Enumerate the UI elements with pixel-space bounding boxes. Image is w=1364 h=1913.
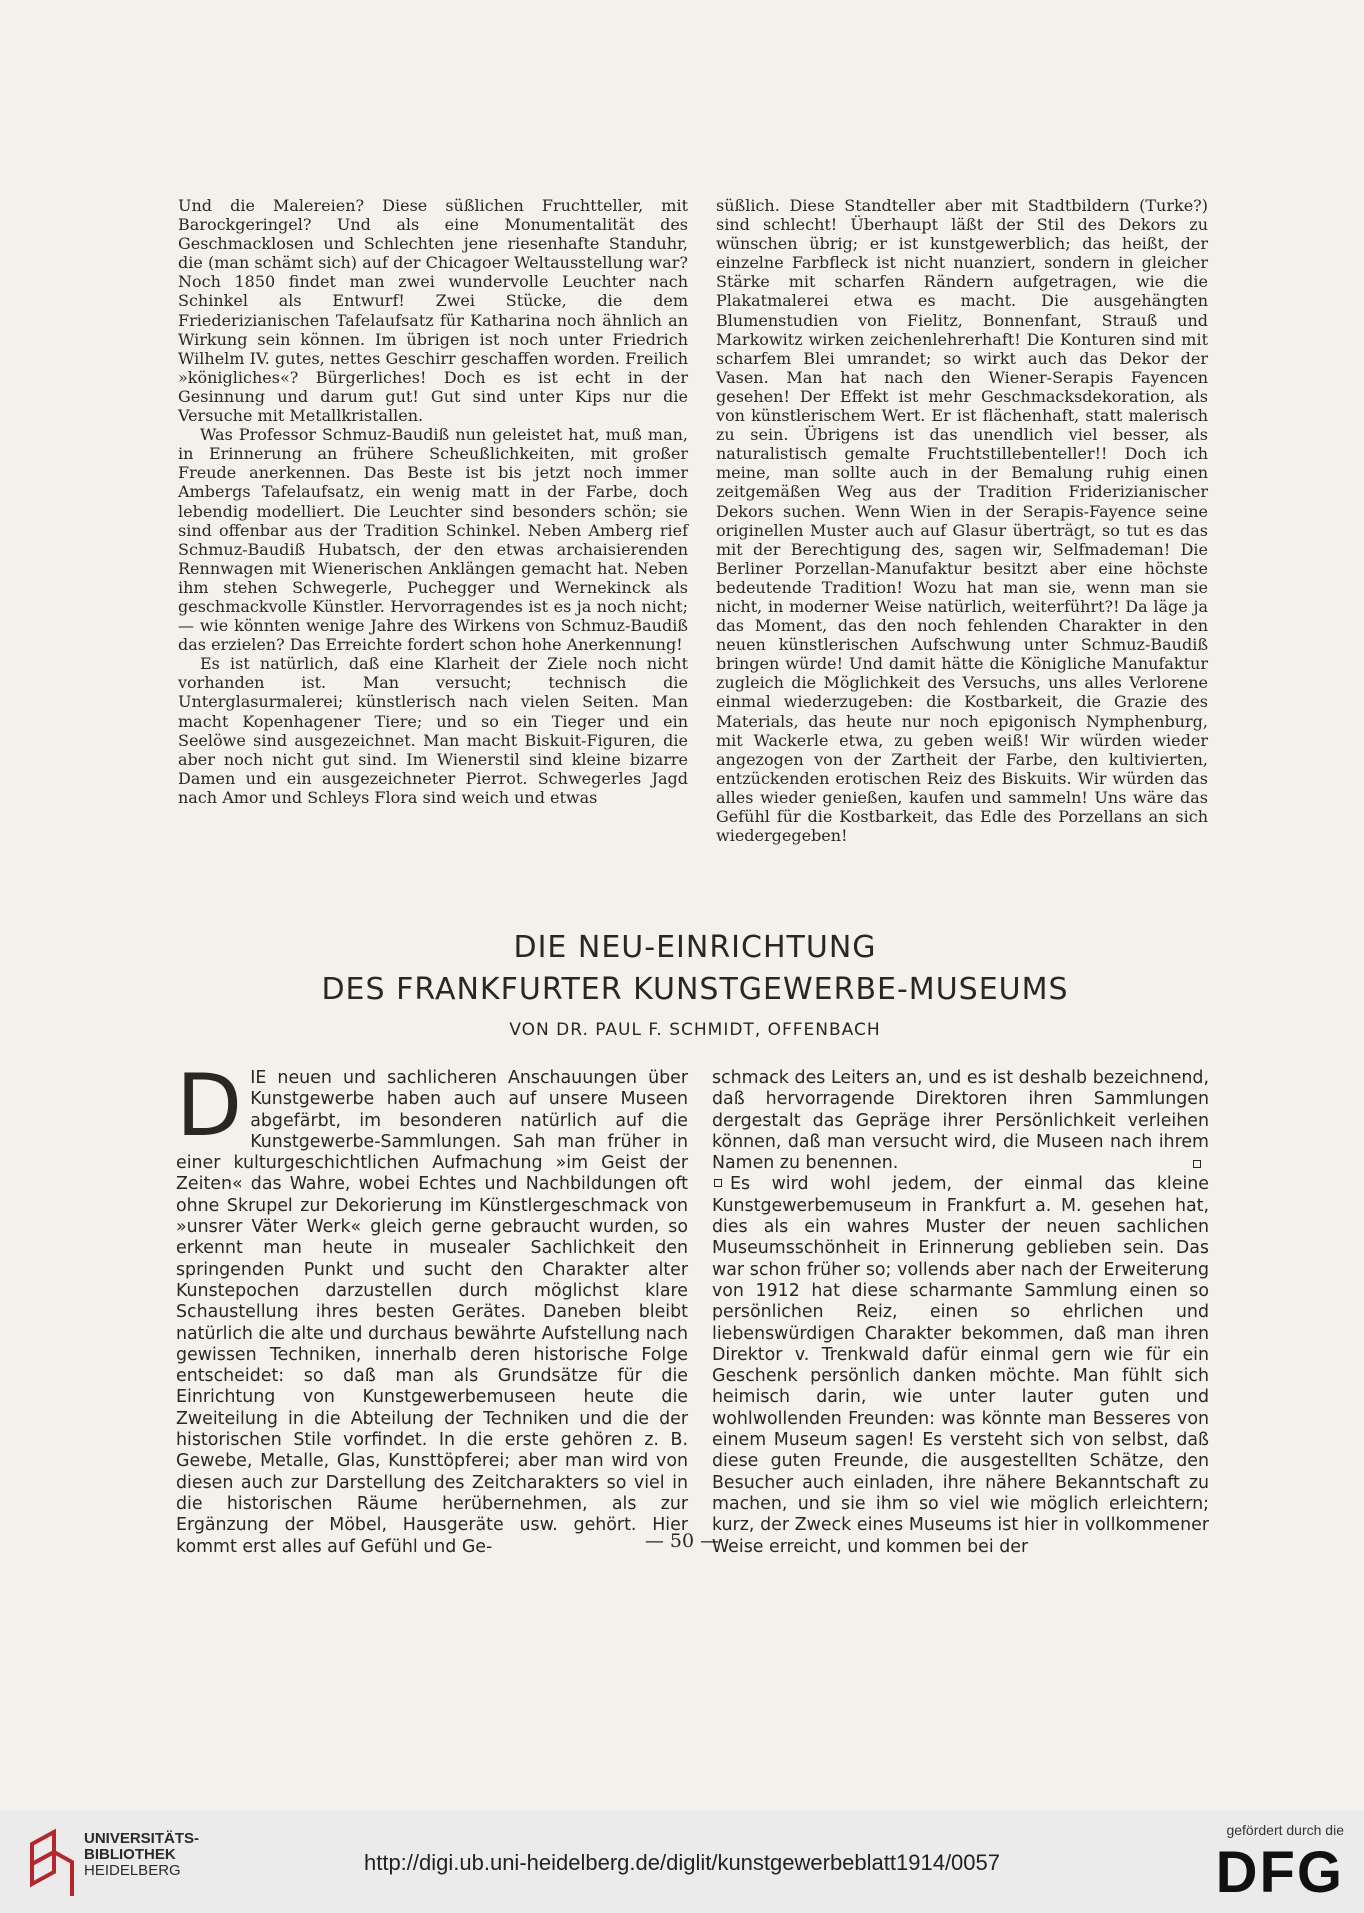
page-number: — 50 — xyxy=(644,1530,720,1552)
paragraph-end-square-icon xyxy=(1193,1160,1201,1168)
top-right-column xyxy=(716,196,1208,845)
paragraph: Es ist natürlich, daß eine Klarheit der Ziele noch nicht vorhanden ist. Man versucht; technisch die Unterglasurmalerei; künstlerisch nach vielen Seiten. Man macht Kopenhagener Tiere; und so ein Tieger und ein Seelöwe sind ausgezeichnet. Man macht Biskuit-Figuren, die aber noch nicht gut sind. Im Wienerstil sind kleine bizarre Damen und ein ausgezeichneter Pierrot. Schwegerles Jagd nach Amor und Schleys Flora sind weich und etwas xyxy=(178,654,688,807)
article-title-line-2: DES FRANKFURTER KUNSTGEWERBE-MUSEUMS xyxy=(321,972,1069,1007)
drop-cap: D xyxy=(176,1056,243,1156)
paragraph: Und die Malereien? Diese süßlichen Fruchtteller, mit Barockgeringel? Und als eine Monumentalität des Geschmacklosen und Schlechten jene riesenhafte Standuhr, die (man schämt sich) auf der Chicagoer Weltausstellung war? Noch 1850 findet man zwei wundervolle Leuchter nach Schinkel als Entwurf! Zwei Stücke, die dem Friederizianischen Tafelaufsatz für Katharina noch ähnlich an Wirkung sein können. Im übrigen ist noch unter Friedrich Wilhelm IV. gutes, nettes Geschirr geschaffen worden. Freilich »königliches«? Bürgerliches! Doch es ist echt in der Gesinnung und darum gut! Gut sind unter Kips nur die Versuche mit Metallkristallen. xyxy=(178,196,688,426)
funded-by-text: gefördert durch die xyxy=(1226,1822,1344,1838)
article-byline: VON DR. PAUL F. SCHMIDT, OFFENBACH xyxy=(509,1020,881,1040)
paragraph-text: schmack des Leiters an, und es ist deshalb bezeichnend, daß hervorragende Direktoren ihren Sammlungen dergestalt das Gepräge ihrer Persönlichkeit verleihen können, daß man versucht wird, die Museen nach ihrem Namen zu benennen. xyxy=(712,1068,1209,1174)
ub-line-1: UNIVERSITÄTS- xyxy=(84,1830,200,1847)
paragraph xyxy=(176,1056,688,1558)
paragraph-text: IE neuen und sachlicheren Anschauungen über Kunstgewerbe haben auch auf unsere Museen abgefärbt, im besonderen natürlich auf die Kunstgewerbe-Sammlungen. Sah man früher in einer kulturgeschichtlichen Aufmachung »im Geist der Zeiten« das Wahre, wobei Echtes und Nachbildungen oft ohne Skrupel zur Dekorierung im Künstlergeschmack von »unsrer Väter Werk« gleich gerne gebraucht wurden, so erkennt man heute in musealer Sachlichkeit den springenden Punkt und sucht den Charakter alter Kunstepochen darzustellen durch möglichst klare Schaustellung ihres besten Gerätes. Daneben bleibt natürlich die alte und durchaus bewährte Aufstellung nach gewissen Techniken, innerhalb deren historische Folge entscheidet: so daß man als Grundsätze für die Einrichtung von Kunstgewerbemuseen heute die Zweiteilung in die Abteilung der Techniken und die der historischen Stile vorfindet. In die erste gehören z. B. Gewebe, Metalle, Glas, Kunsttöpferei; aber man wird von diesen auch zur Darstellung des Zeitcharakters so viel in die historischen Räume herübernehmen, als zur Ergänzung der Möbel, Hausgeräte usw. gehört. Hier kommt erst alles auf Gefühl und Ge- xyxy=(176,1068,688,1557)
bottom-right-column xyxy=(712,1068,1209,1558)
ub-line-3: HEIDELBERG xyxy=(84,1862,181,1879)
dfg-logo[interactable]: DFG xyxy=(1215,1840,1344,1905)
top-left-column xyxy=(178,196,688,807)
paragraph: Was Professor Schmuz-Baudiß nun geleistet hat, muß man, in Erinnerung an frühere Scheußlichkeiten, mit großer Freude anerkennen. Das Beste ist bis jetzt noch immer Ambergs Tafelaufsatz, ein wenig matt in der Farbe, doch lebendig modelliert. Die Leuchter sind besonders schön; sie sind offenbar aus der Tradition Schinkel. Neben Amberg rief Schmuz-Baudiß Hubatsch, der den etwas archaisierenden Rennwagen mit Wienerischen Anklängen gemacht hat. Neben ihm stehen Schwegerle, Puchegger und Wernekinck als geschmackvolle Künstler. Hervorragendes ist es ja noch nicht; — wie könnten wenige Jahre des Wirkens von Schmuz-Baudiß das erzielen? Das Erreichte fordert schon hohe Anerkennung! xyxy=(178,425,688,655)
paragraph-start-square-icon xyxy=(714,1179,722,1187)
paragraph xyxy=(712,1174,1209,1557)
footer-bar xyxy=(0,1810,1364,1913)
paragraph: süßlich. Diese Standteller aber mit Stadtbildern (Turke?) sind schlecht! Überhaupt läßt der Stil des Dekors zu wünschen übrig; er ist kunstgewerblich; das heißt, der einzelne Farbfleck ist nicht nuanziert, sondern in gleicher Stärke mit scharfen Rändern aufgetragen, wie die Plakatmalerei etwa es macht. Die ausgehängten Blumenstudien von Fielitz, Bonnenfant, Strauß und Markowitz wirken zeichenlehrerhaft! Die Konturen sind mit scharfem Blei umrandet; so wirkt auch das Dekor der Vasen. Man hat nach den Wiener-Serapis Fayencen gesehen! Der Effekt ist mehr Geschmacksdekoration, als von künstlerischem Wert. Er ist flächenhaft, statt malerisch zu sein. Übrigens ist das unendlich viel besser, als naturalistisch gemalte Fruchtstillebenteller!! Doch ich meine, man sollte auch in der Bemalung ruhig einen zeitgemäßen Weg aus der Tradition Friderizianischer Dekors suchen. Wenn Wien in der Serapis-Fayence seine originellen Muster auch auf Glasur überträgt, so tut es das mit der Berechtigung des, sagen wir, Selfmademan! Die Berliner Porzellan-Manufaktur besitzt aber eine höchste bedeutende Tradition! Wozu hat man sie, wenn man sie nicht, in moderner Weise natürlich, weiterführt?! Da läge ja das Moment, das den noch fehlenden Charakter in den neuen künstlerischen Aufschwung unter Schmuz-Baudiß bringen würde! Und damit hätte die Königliche Manufaktur zugleich die Möglichkeit des Versuchs, uns alles Verlorene einmal wiederzugeben: die Kostbarkeit, die Grazie des Materials, das heute nur noch epigonisch Nymphenburg, mit Wackerle etwa, zu geben weiß! Wir würden wieder angezogen von der Zartheit der Farbe, den kultivierten, entzückenden erotischen Reiz des Biskuits. Wir würden das alles wieder genießen, kaufen und sammeln! Uns wäre das Gefühl für die Kostbarkeit, das Edle des Porzellans an sich wiedergegeben! xyxy=(716,196,1208,846)
source-url-link[interactable]: http://digi.ub.uni-heidelberg.de/diglit/kunstgewerbeblatt1914/0057 xyxy=(363,1850,1000,1875)
bottom-left-column xyxy=(176,1056,688,1558)
article-title-line-1: DIE NEU-EINRICHTUNG xyxy=(513,930,877,965)
ub-line-2: BIBLIOTHEK xyxy=(84,1846,176,1863)
paragraph-text: Es wird wohl jedem, der einmal das kleine Kunstgewerbemuseum in Frankfurt a. M. gesehen hat, dies als ein wahres Muster der neuen sachlichen Museumsschönheit in Erinnerung geblieben sein. Das war schon früher so; vollends aber nach der Erweiterung von 1912 hat diese scharmante Sammlung einen so persönlichen Reiz, einen so ehrlichen und liebenswürdigen Charakter bekommen, daß man ihren Direktor v. Trenkwald dafür einmal gern wie für ein Geschenk persönlich danken möchte. Man fühlt sich heimisch darin, wie unter lauter guten und wohlwollenden Freunden: was könnte man Besseres von einem Museum sagen! Es versteht sich von selbst, daß diese guten Freunde, die ausgestellten Schätze, den Besucher auch einladen, ihre nähere Bekanntschaft zu machen, und sie ihm so viel wie möglich erleichtern; kurz, der Zweck eines Museums ist hier in vollkommener Weise erreicht, und kommen bei der xyxy=(712,1174,1209,1557)
paragraph xyxy=(712,1068,1209,1174)
